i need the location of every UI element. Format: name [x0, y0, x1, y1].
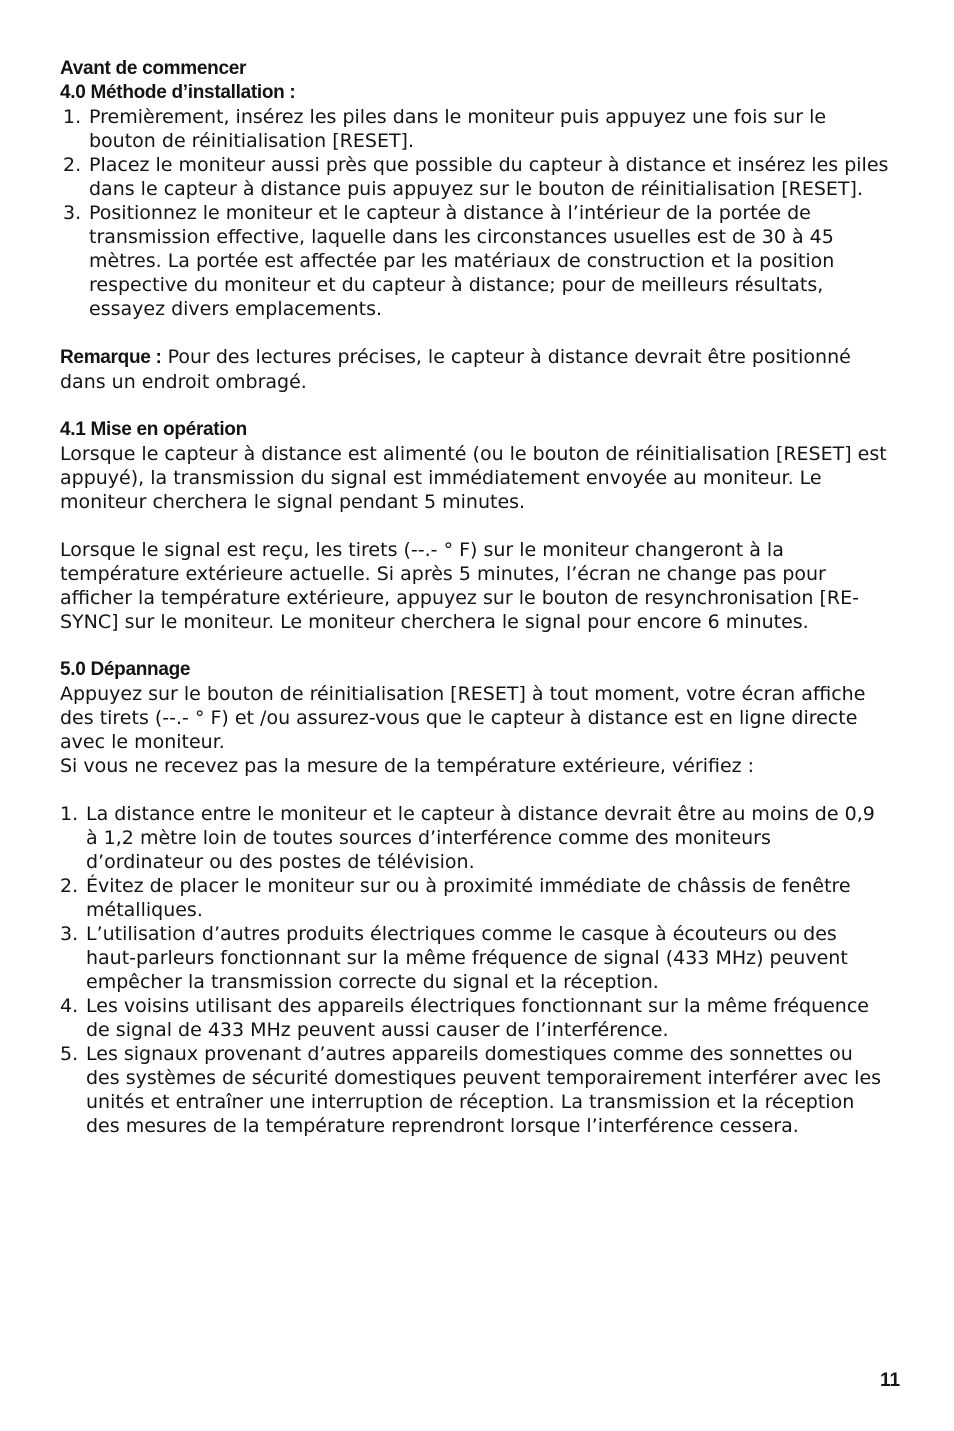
remark-text: Pour des lectures précises, le capteur à distance devrait être positionné dans un endroit ombragé.	[60, 346, 851, 393]
list-number: 2.	[63, 154, 82, 176]
operation-paragraph-2: Lorsque le signal est reçu, les tirets (--.- ° F) sur le moniteur changeront à la température extérieure actuelle. Si après 5 minutes, l’écran ne change pas pour afficher la température extérieure, appuyez sur le bouton de resynchronisation [RE-SYNC] sur le moniteur. Le moniteur cherchera le signal pour encore 6 minutes.	[60, 539, 859, 633]
list-item	[60, 1042, 890, 1138]
list-item	[60, 802, 890, 874]
list-text: Premièrement, insérez les piles dans le moniteur puis appuyez une fois sur le bouton de réinitialisation [RESET].	[89, 106, 827, 152]
list-text: Placez le moniteur aussi près que possible du capteur à distance et insérez les piles dans le capteur à distance puis appuyez sur le bouton de réinitialisation [RESET].	[89, 154, 889, 200]
list-number: 3.	[63, 202, 82, 224]
list-item	[60, 201, 890, 321]
list-number: 4.	[60, 995, 79, 1017]
trouble-paragraph-2: Si vous ne recevez pas la mesure de la température extérieure, vérifiez :	[60, 755, 755, 777]
operation-paragraph-1: Lorsque le capteur à distance est alimenté (ou le bouton de réinitialisation [RESET] est appuyé), la transmission du signal est immédiatement envoyée au moniteur. Le moniteur cherchera le signal pendant 5 minutes.	[60, 443, 887, 513]
list-number: 2.	[60, 875, 79, 897]
list-text: Les signaux provenant d’autres appareils domestiques comme des sonnettes ou des systèmes de sécurité domestiques peuvent temporairement interférer avec les unités et entraîner une interruption de réception. La transmission et la réception des mesures de la température reprendront lorsque l’interférence cessera.	[86, 1043, 882, 1137]
page-number: 11	[880, 1370, 901, 1391]
operation-heading: 4.1 Mise en opération	[60, 419, 247, 440]
list-text: Les voisins utilisant des appareils électriques fonctionnant sur la même fréquence de signal de 433 MHz peuvent aussi causer de l’interférence.	[86, 995, 869, 1041]
list-number: 3.	[60, 923, 79, 945]
trouble-paragraph-1: Appuyez sur le bouton de réinitialisation [RESET] à tout moment, votre écran affiche des tirets (--.- ° F) et /ou assurez-vous que le capteur à distance est en ligne directe avec le moniteur.	[60, 683, 866, 753]
list-text: L’utilisation d’autres produits électriques comme le casque à écouteurs ou des haut-parleurs fonctionnant sur la même fréquence de signal (433 MHz) peuvent empêcher la transmission correcte du signal et la réception.	[86, 923, 848, 993]
list-item	[60, 994, 890, 1042]
list-number: 1.	[63, 106, 82, 128]
remark-label: Remarque :	[60, 347, 162, 368]
before-heading: Avant de commencer	[60, 58, 247, 79]
list-item	[60, 105, 890, 153]
list-text: Évitez de placer le moniteur sur ou à proximité immédiate de châssis de fenêtre métalliques.	[86, 875, 851, 921]
list-number: 5.	[60, 1043, 79, 1065]
install-heading: 4.0 Méthode d’installation :	[60, 82, 296, 103]
list-item	[60, 153, 890, 201]
list-text: Positionnez le moniteur et le capteur à distance à l’intérieur de la portée de transmission effective, laquelle dans les circonstances usuelles est de 30 à 45 mètres. La portée est affectée par les matériaux de construction et la position respective du moniteur et du capteur à distance; pour de meilleurs résultats, essayez divers emplacements.	[89, 202, 835, 320]
trouble-items	[60, 802, 890, 1138]
document-page	[60, 57, 890, 1138]
remark-paragraph	[60, 345, 890, 394]
list-item	[60, 922, 890, 994]
install-steps	[60, 105, 890, 321]
list-text: La distance entre le moniteur et le capteur à distance devrait être au moins de 0,9 à 1,2 mètre loin de toutes sources d’interférence comme des moniteurs d’ordinateur ou des postes de télévision.	[86, 803, 875, 873]
list-item	[60, 874, 890, 922]
trouble-heading: 5.0 Dépannage	[60, 659, 191, 680]
list-number: 1.	[60, 803, 79, 825]
